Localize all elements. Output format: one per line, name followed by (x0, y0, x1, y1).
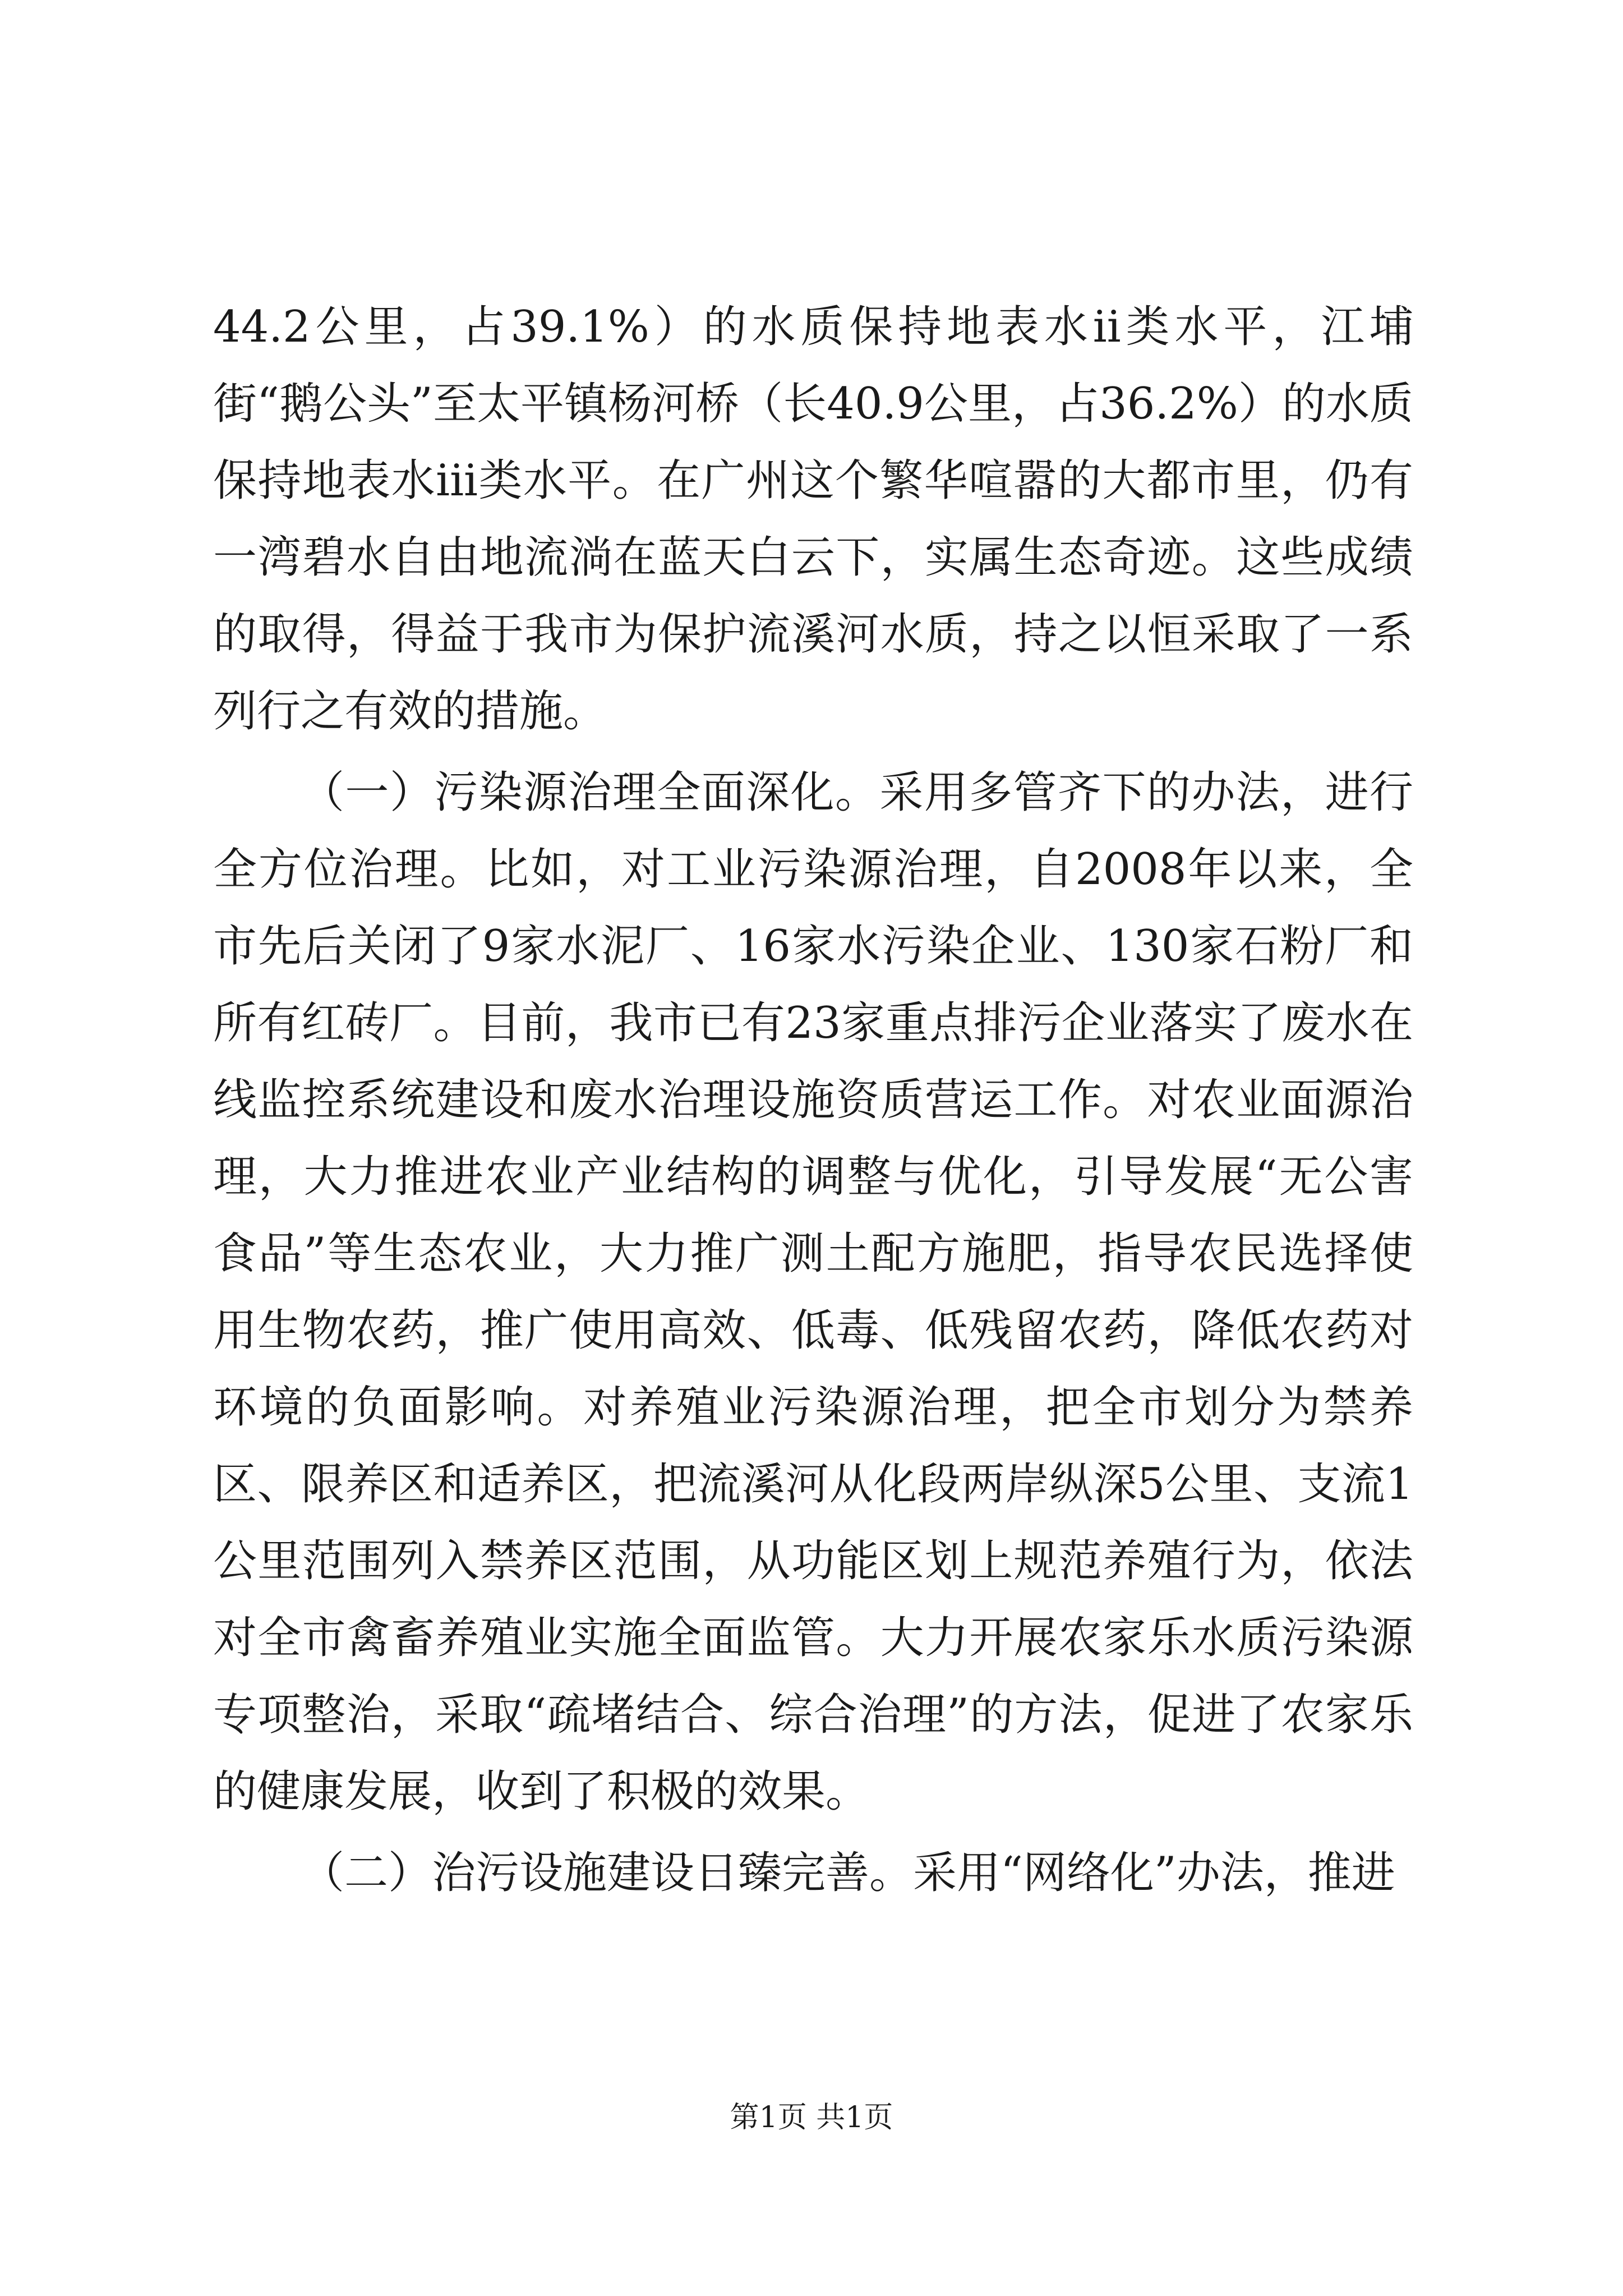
paragraph-continuation: 44.2公里，占39.1%）的水质保持地表水ii类水平，江埔街“鹅公头”至太平镇杨河桥（长40.9公里，占36.2%）的水质保持地表水iii类水平。在广州这个繁华喧嚣的大都市里，仍有一湾碧水自由地流淌在蓝天白云下，实属生态奇迹。这些成绩的取得，得益于我市为保护流溪河水质，持之以恒采取了一系列行之有效的措施。 (213, 302, 1413, 737)
page-footer: 第1页 共1页 (730, 2101, 893, 2134)
paragraph-pollution-source: （一）污染源治理全面深化。采用多管齐下的办法，进行全方位治理。比如，对工业污染源治理，自2008年以来，全市先后关闭了9家水泥厂、16家水污染企业、130家石粉厂和所有红砖厂。目前，我市已有23家重点排污企业落实了废水在线监控系统建设和废水治理设施资质营运工作。对农业面源治理，大力推进农业产业结构的调整与优化，引导发展“无公害食品”等生态农业，大力推广测土配方施肥，指导农民选择使用生物农药，推广使用高效、低毒、低残留农药，降低农药对环境的负面影响。对养殖业污染源治理，把全市划分为禁养区、限养区和适养区，把流溪河从化段两岸纵深5公里、支流1公里范围列入禁养区范围，从功能区划上规范养殖行为，依法对全市禽畜养殖业实施全面监管。大力开展农家乐水质污染源专项整治，采取“疏堵结合、综合治理”的方法，促进了农家乐的健康发展，收到了积极的效果。 (213, 767, 1413, 1817)
paragraph-facilities: （二）治污设施建设日臻完善。采用“网络化”办法，推进 (301, 1848, 1395, 1898)
document-body (213, 289, 1413, 1912)
